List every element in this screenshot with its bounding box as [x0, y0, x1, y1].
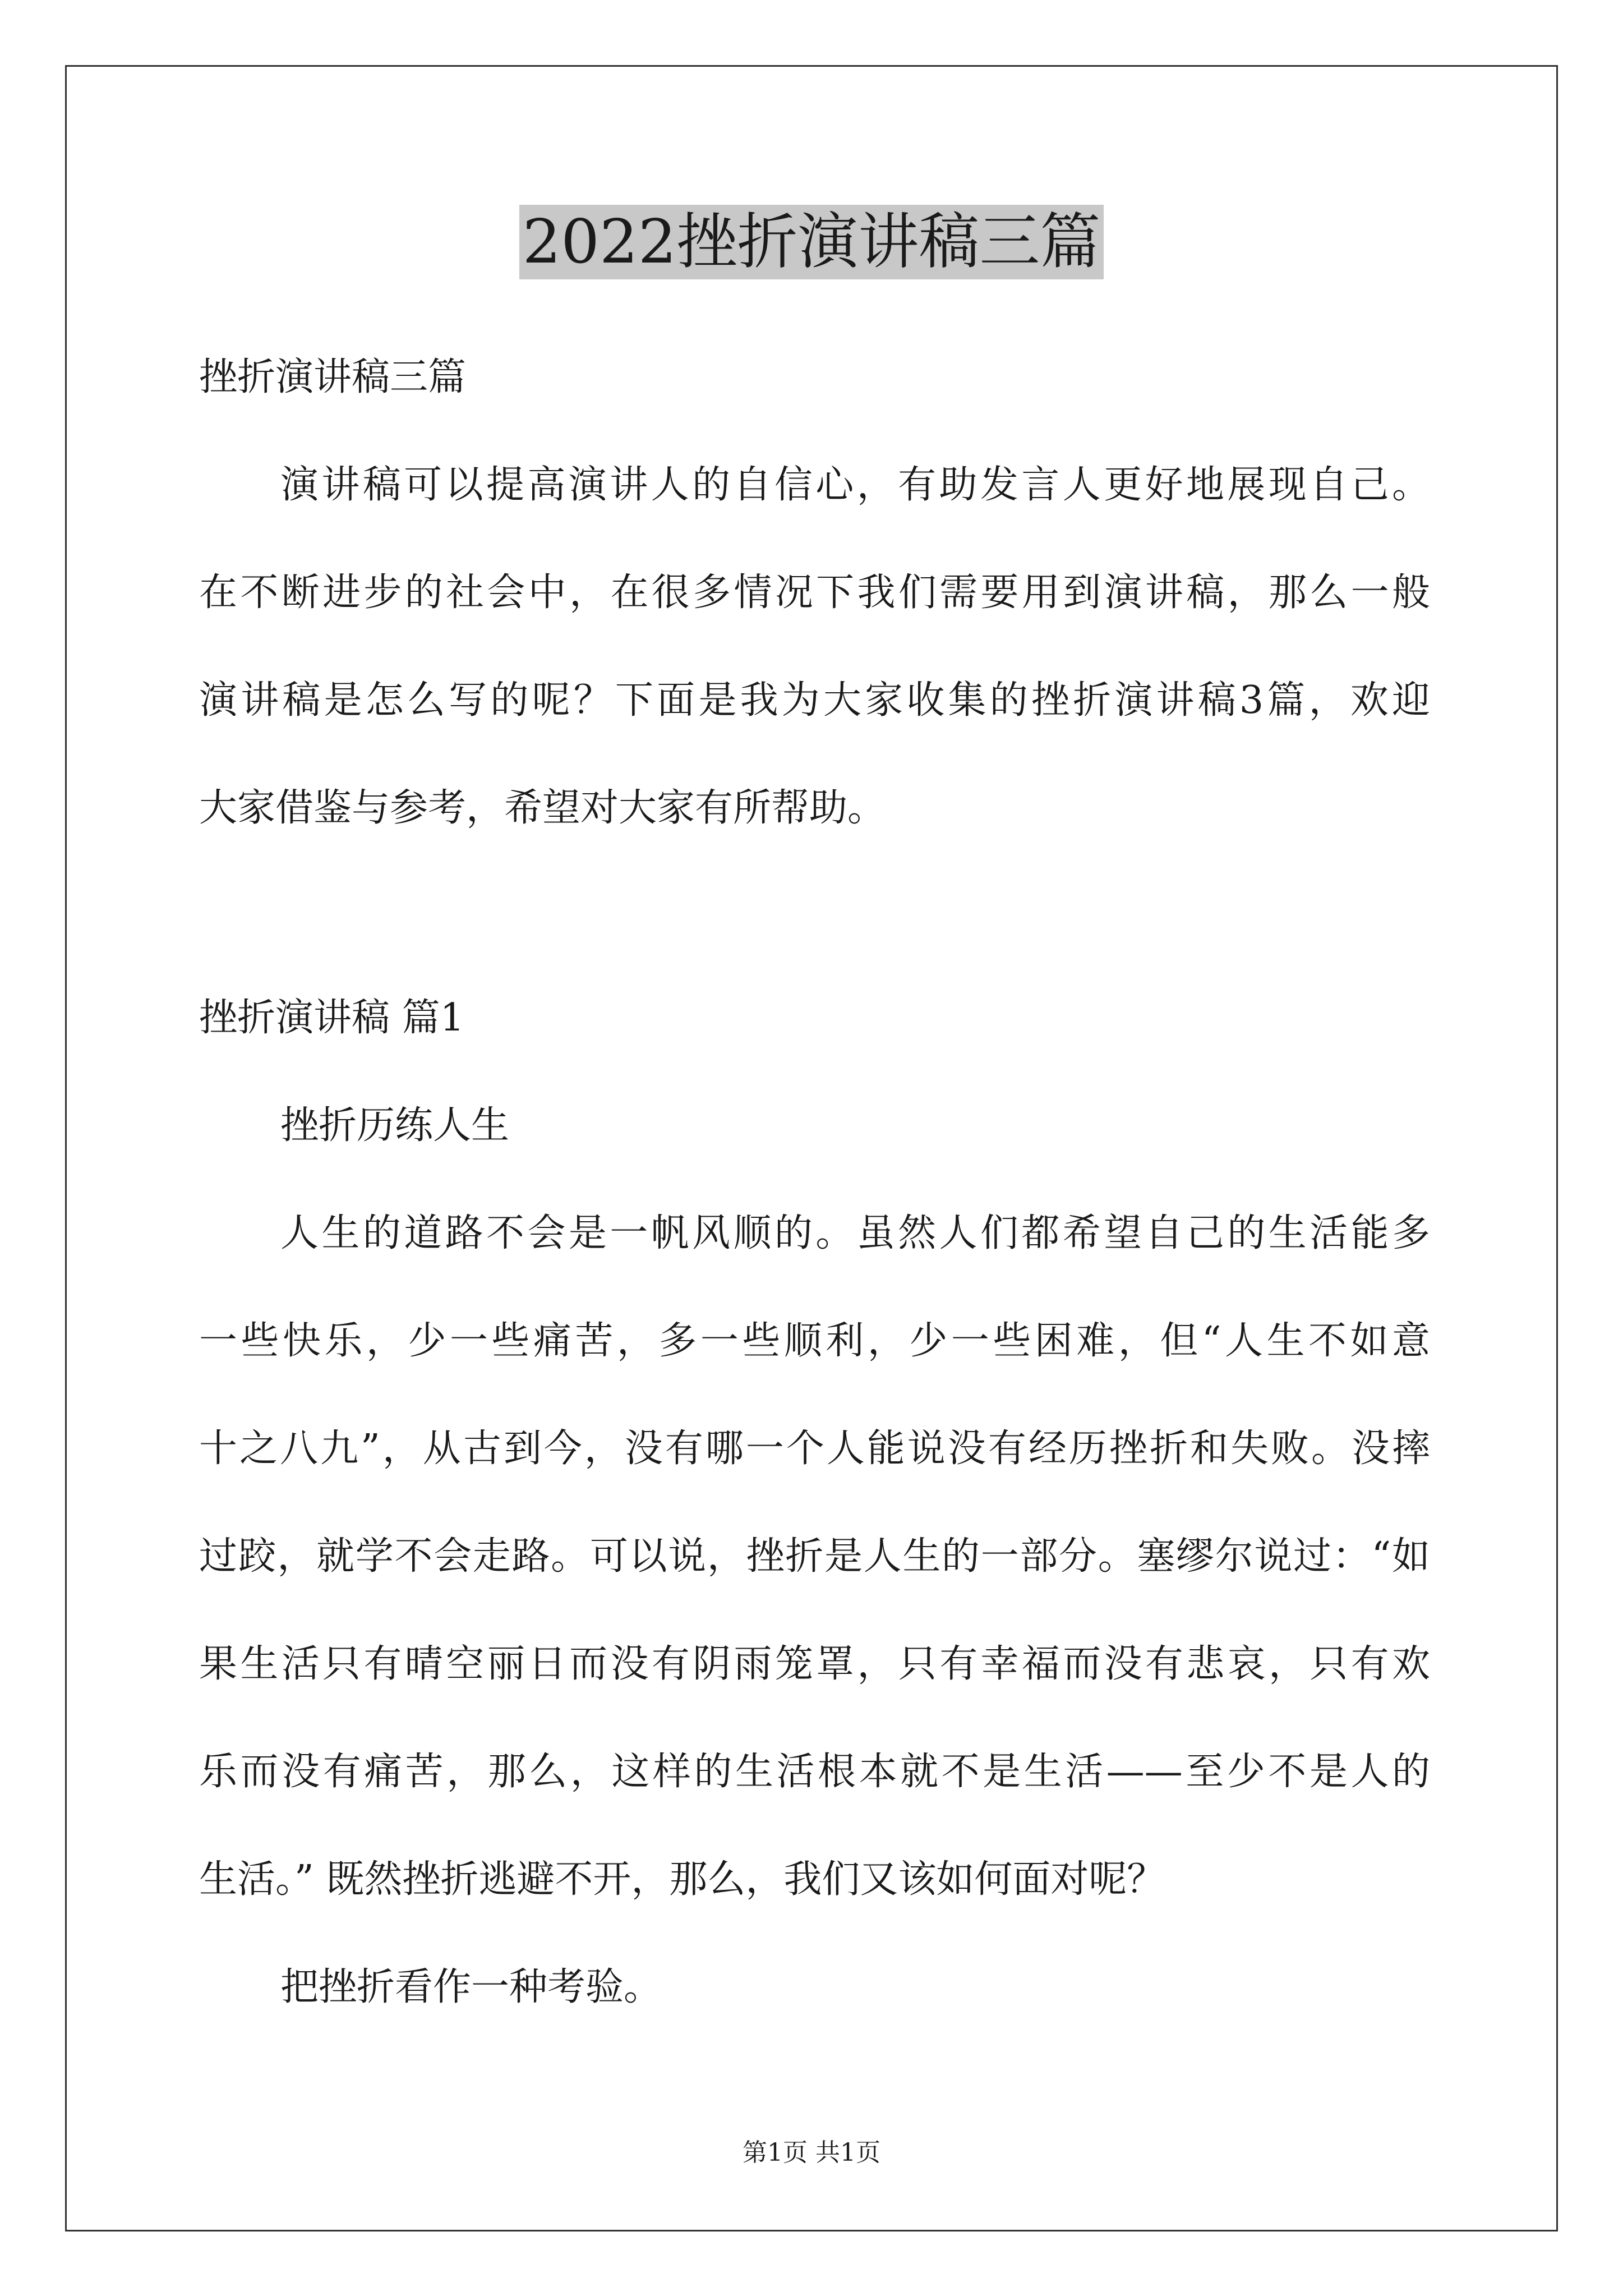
- intro-line-1: 演讲稿可以提高演讲人的自信心，有助发言人更好地展现自己。: [280, 463, 1430, 507]
- body-line-4: 过跤，就学不会走路。可以说，挫折是人生的一部分。塞缪尔说过：“如: [199, 1534, 1430, 1579]
- document-title: [0, 203, 1623, 282]
- intro-line-3: 演讲稿是怎么写的呢？下面是我为大家收集的挫折演讲稿3篇，欢迎: [199, 678, 1430, 723]
- body-line-1: 人生的道路不会是一帆风顺的。虽然人们都希望自己的生活能多: [280, 1211, 1430, 1255]
- closing-line: 把挫折看作一种考验。: [280, 1965, 662, 2009]
- section-heading: 挫折演讲稿 篇1: [199, 996, 464, 1040]
- title-text: 2022挫折演讲稿三篇: [519, 205, 1104, 279]
- subtitle: 挫折演讲稿三篇: [199, 355, 467, 399]
- page-footer: 第1页 共1页: [743, 2138, 880, 2167]
- body-line-3: 十之八九”，从古到今，没有哪一个人能说没有经历挫折和失败。没摔: [199, 1427, 1430, 1471]
- body-line-5: 果生活只有晴空丽日而没有阴雨笼罩，只有幸福而没有悲哀，只有欢: [199, 1642, 1430, 1686]
- body-line-2: 一些快乐，少一些痛苦，多一些顺利，少一些困难，但“人生不如意: [199, 1319, 1430, 1363]
- body-line-6: 乐而没有痛苦，那么，这样的生活根本就不是生活——至少不是人的: [199, 1750, 1430, 1794]
- intro-line-4: 大家借鉴与参考，希望对大家有所帮助。: [199, 786, 886, 830]
- intro-line-2: 在不断进步的社会中，在很多情况下我们需要用到演讲稿，那么一般: [199, 570, 1430, 615]
- essay-title: 挫折历练人生: [280, 1103, 510, 1148]
- body-line-7: 生活。” 既然挫折逃避不开，那么，我们又该如何面对呢？: [199, 1857, 1165, 1902]
